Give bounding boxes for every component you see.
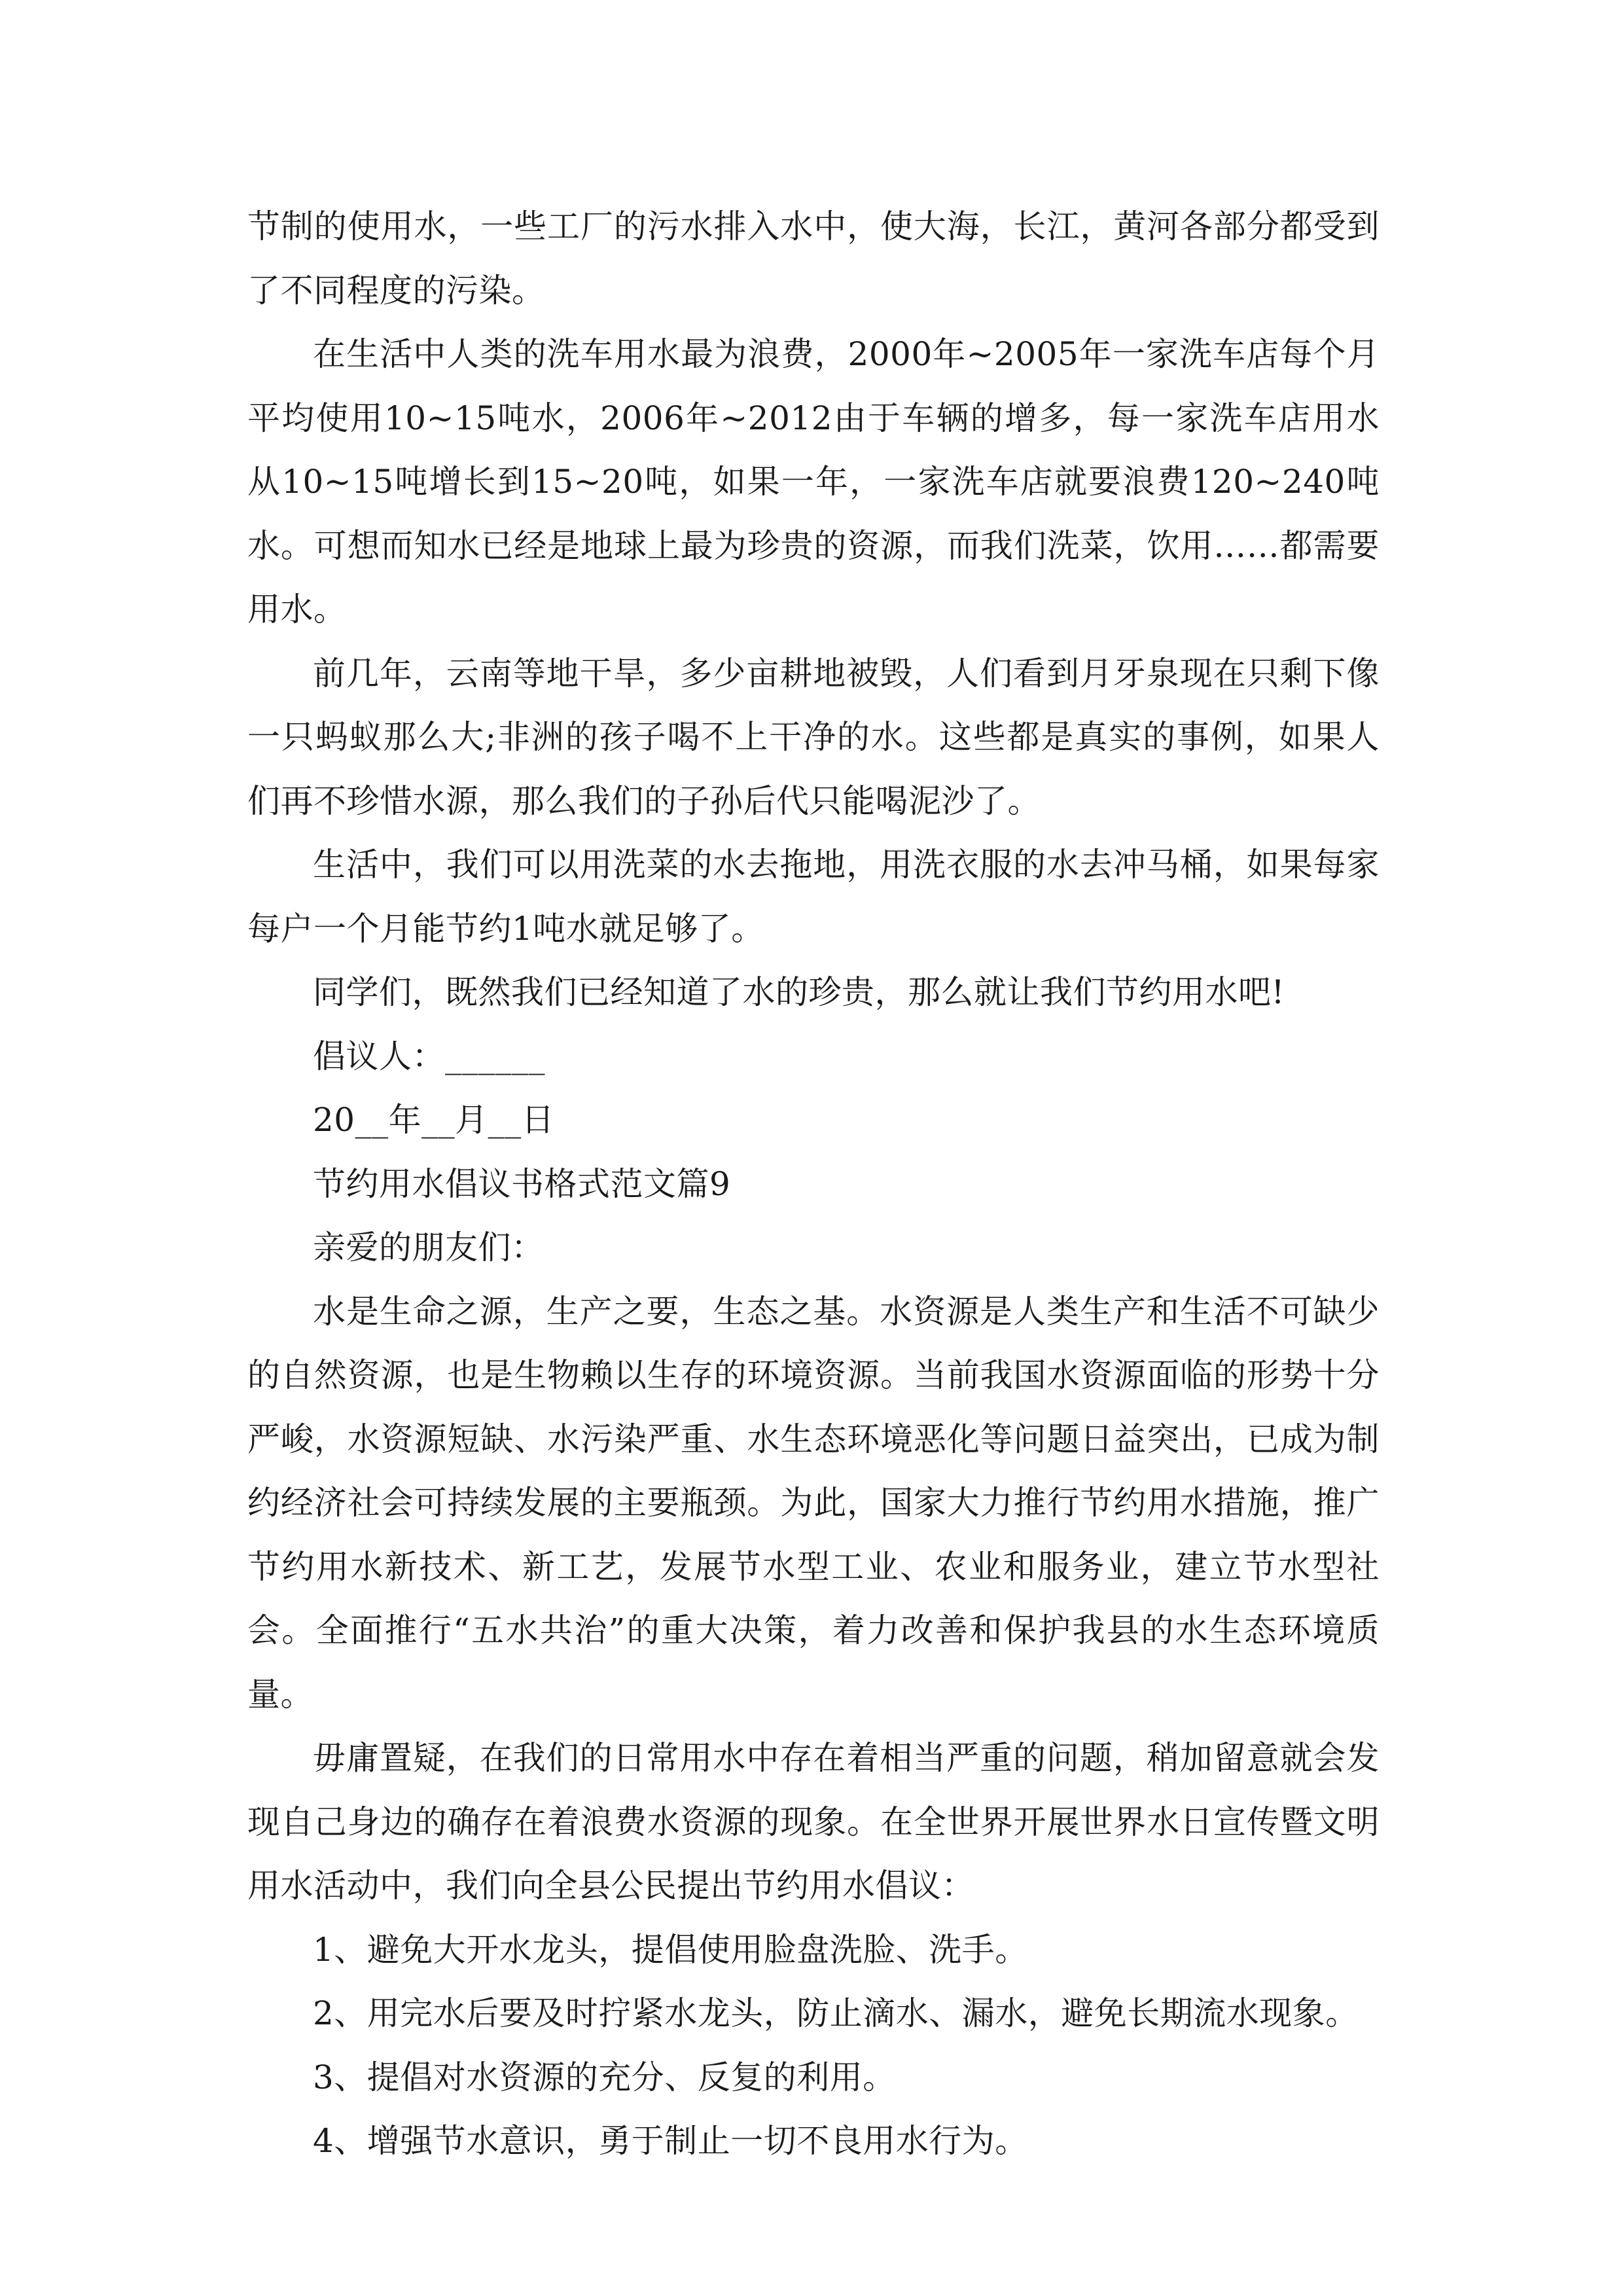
list-item: 3、提倡对水资源的充分、反复的利用。 [313, 2058, 896, 2096]
date-line: 20__年__月__日 [313, 1101, 555, 1139]
paragraph-continued: 节制的使用水，一些工厂的污水排入水中，使大海，长江，黄河各部分都受到了不同程度的污染。 [247, 207, 1380, 310]
paragraph-appeal: 同学们，既然我们已经知道了水的珍贵，那么就让我们节约用水吧! [313, 973, 1285, 1011]
salutation: 亲爱的朋友们： [313, 1229, 544, 1266]
paragraph-proposal: 毋庸置疑，在我们的日常用水中存在着相当严重的问题，稍加留意就会发现自己身边的确存在着浪费水资源的现象。在全世界开展世界水日宣传暨文明用水活动中，我们向全县公民提出节约用水倡议： [247, 1739, 1380, 1905]
list-item: 2、用完水后要及时拧紧水龙头，防止滴水、漏水，避免长期流水现象。 [313, 1994, 1359, 2032]
paragraph-water-source: 水是生命之源，生产之要，生态之基。水资源是人类生产和生活不可缺少的自然资源，也是生物赖以生存的环境资源。当前我国水资源面临的形势十分严峻，水资源短缺、水污染严重、水生态环境恶化等问题日益突出，已成为制约经济社会可持续发展的主要瓶颈。为此，国家大力推行节约用水措施，推广节约用水新技术、新工艺，发展节水型工业、农业和服务业，建立节水型社会。全面推行“五水共治”的重大决策，着力改善和保护我县的水生态环境质量。 [247, 1292, 1380, 1713]
list-item: 1、避免大开水龙头，提倡使用脸盘洗脸、洗手。 [313, 1930, 1028, 1969]
paragraph-reuse: 生活中，我们可以用洗菜的水去拖地，用洗衣服的水去冲马桶，如果每家每户一个月能节约1吨水就足够了。 [247, 846, 1380, 948]
signature-line: 倡议人：______ [313, 1037, 545, 1075]
paragraph-drought: 前几年，云南等地干旱，多少亩耕地被毁，人们看到月牙泉现在只剩下像一只蚂蚁那么大;非洲的孩子喝不上干净的水。这些都是真实的事例，如果人们再不珍惜水源，那么我们的子孙后代只能喝泥沙了。 [247, 654, 1380, 820]
list-item: 4、增强节水意识，勇于制止一切不良用水行为。 [313, 2122, 1028, 2160]
section-title: 节约用水倡议书格式范文篇9 [313, 1164, 731, 1203]
document-body [247, 195, 1380, 2174]
paragraph-car-wash: 在生活中人类的洗车用水最为浪费，2000年~2005年一家洗车店每个月平均使用10~15吨水，2006年~2012由于车辆的增多，每一家洗车店用水从10~15吨增长到15~20吨，如果一年，一家洗车店就要浪费120~240吨水。可想而知水已经是地球上最为珍贵的资源，而我们洗菜，饮用……都需要用水。 [247, 335, 1380, 628]
